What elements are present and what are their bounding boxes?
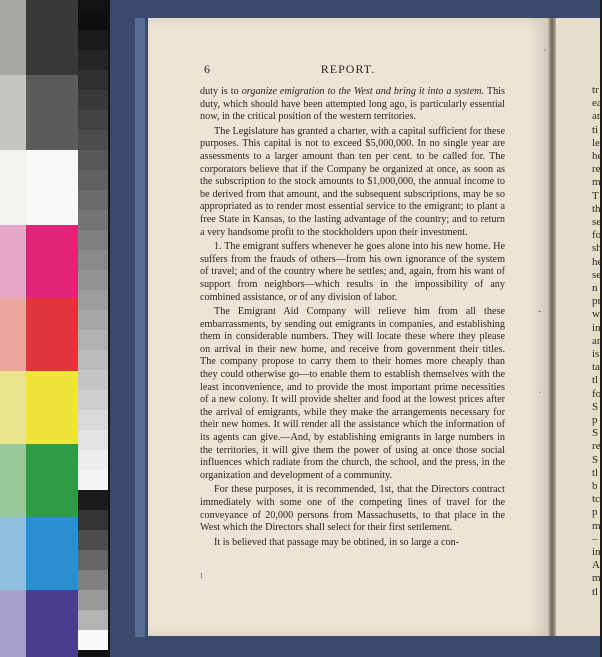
cover-edge [135,18,145,637]
paragraph-p1 [200,86,505,124]
facing-page-fragment: sh [592,242,602,255]
facing-page-fragment: m [592,519,601,532]
paragraph-text: This duty, which should have been attempted long ago, is particularly essential now, in the critical position of the western territories. [200,86,505,123]
facing-page-fragment: ta [592,361,600,374]
facing-page-fragment: tl [592,585,599,598]
facing-page-fragment: A [592,559,600,572]
margin-mark: ı [200,570,203,581]
facing-page-fragment: in [592,546,601,558]
facing-page-fragment: ea [592,97,602,110]
facing-page-fragment: le [592,136,600,149]
body-text [200,86,505,549]
facing-page-fragment: he [592,150,602,162]
facing-page-fragment: se [592,216,602,228]
color-calibration-target [0,0,110,657]
facing-page-fragment: tr [592,84,599,96]
page-header [148,62,548,78]
facing-page-fragment: ar [592,110,601,123]
facing-page-fragment: ti [592,123,599,136]
paragraph-text: It is believed that passage may be obtined, in so large a con- [214,536,460,548]
facing-page-fragment: re [592,163,601,176]
facing-page-fragment: re [592,440,601,453]
book-gutter [548,18,556,636]
paragraph-text: organize emigration to the West and bring it into a system. [241,86,485,97]
facing-page-fragment: fo [592,229,602,242]
facing-page-fragment: w [592,308,600,321]
facing-page-fragment: tc [592,493,600,506]
paragraph-p4 [200,306,505,482]
paragraph-text: The Legislature has granted a charter, with a capital sufficient for these purposes. This capital is not to exceed $5,000,000. In no single year are assessments to a larger amount than ten per cent. to be called for. The corporators believe that if the Company be organized at once, as soon as the subscription to the stock amounts to $1,000,000, the annual income to be derived from that amount, and the subsequent subscriptions, may be so appropriated as to render most essential service to the emigrant; to plant a free State in Kansas, to the lasting advantage of the country; and to return a very handsome profit to the stockholders upon their investment. [200,125,505,238]
facing-page-fragment: th [592,202,601,215]
facing-page-edge [556,18,600,636]
facing-page-fragment: fo [592,387,602,400]
facing-page-fragment: pr [592,295,602,308]
facing-page-fragment: b [592,480,598,492]
paragraph-p5 [200,484,505,534]
facing-page-fragment: p [592,506,598,519]
paragraph-text: For these purposes, it is recommended, 1st, that the Directors contract immediately with some one of the competing lines of travel for the conveyance of 20,000 persons from Massachusetts, to that place in the West which the Directors shall select for their first settlement. [200,484,505,534]
facing-page-fragment: S [592,400,599,413]
calibration-swatch-column-light [0,0,26,657]
grayscale-step-strip [78,10,108,650]
book-page [148,18,548,636]
facing-page-fragment: S [592,427,599,440]
facing-page-fragment: – [592,532,598,545]
paragraph-text: duty is to [200,86,242,97]
paragraph-text: The Emigrant Aid Company will relieve him from all these embarrassments, by sending out emigrants in companies, and establishing them in considerable numbers. They will locate these where they please on arrival in their new home, and receive from government their titles. The company propose to carry them to their homes more cheaply than they could otherwise go—to enable them to establish themselves with the least inconvenience, and to provide the most important prime necessities of a new colony. It will provide shelter and food at the lowest prices after the arrival of emigrants, while they make the arrangements necessary for their new homes. It will render all the assistance which the information of its agents can give.—And, by establishing emigrants in large numbers in the territories, it will give them the power of using at once those social influences which radiate from the church, the school, and the press, in the organization and development of a community. [200,306,505,481]
facing-page-fragment: he [592,255,602,268]
facing-page-fragment: se [592,268,602,281]
facing-page-fragment: n [592,282,598,294]
margin-mark: ' [544,48,546,59]
facing-page-fragment: S [592,453,599,466]
facing-page-fragment: m [592,176,601,189]
facing-page-fragment: ar [592,334,601,347]
paragraph-p6 [200,537,505,550]
facing-page-fragment: tl [592,374,599,387]
paragraph-text: 1. The emigrant suffers whenever he goes alone into his new home. He suffers from the frauds of others—from his own ignorance of the system of travel; and of the country where he settles; and, again, from his want of support from neighbors—which results in the impossibility of any combined assistance, or of any division of labor. [200,241,505,303]
running-head: REPORT. [320,62,376,76]
facing-page-fragment: in [592,321,601,334]
calibration-swatch-column-saturated [26,0,78,657]
paragraph-p3 [200,241,505,304]
facing-page-fragment: tl [592,466,599,479]
paragraph-p2 [200,126,505,239]
facing-page-fragment: p [592,414,598,426]
margin-mark: · [538,388,542,399]
facing-page-fragment: is [592,348,600,360]
facing-page-fragment: m [592,572,601,585]
margin-mark: - [538,306,542,317]
page-number: 6 [204,62,210,76]
facing-page-fragment: T [592,189,599,202]
